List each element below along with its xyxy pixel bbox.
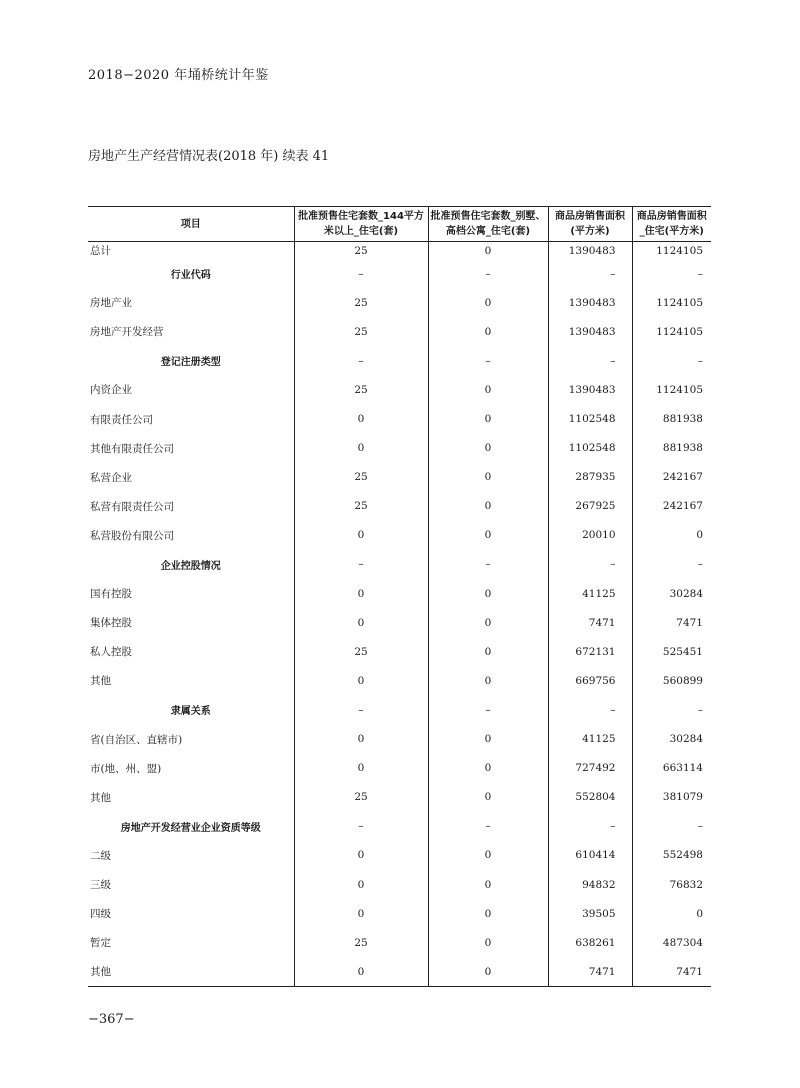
cell-value: – xyxy=(294,812,428,841)
table-row xyxy=(88,375,711,404)
cell-value: – xyxy=(632,695,711,724)
cell-value: 7471 xyxy=(548,608,632,637)
row-label: 内资企业 xyxy=(90,384,132,397)
cell-value: 0 xyxy=(428,242,548,260)
table-row xyxy=(88,288,711,317)
row-label: 暂定 xyxy=(90,937,111,950)
table-row xyxy=(88,783,711,812)
table-row xyxy=(88,404,711,433)
cell-value: 0 xyxy=(428,288,548,317)
row-label: 私营有限责任公司 xyxy=(90,500,174,513)
table-row xyxy=(88,521,711,550)
table-row xyxy=(88,754,711,783)
table-row xyxy=(88,957,711,987)
row-label: 其他有限责任公司 xyxy=(90,442,174,455)
cell-value: 0 xyxy=(294,841,428,870)
cell-value: 1102548 xyxy=(548,404,632,433)
row-label: 房地产开发经营 xyxy=(90,326,164,339)
cell-value: – xyxy=(548,812,632,841)
cell-value: 30284 xyxy=(632,725,711,754)
cell-value: 525451 xyxy=(632,637,711,666)
cell-value: 41125 xyxy=(548,725,632,754)
table-row xyxy=(88,434,711,463)
cell-value: 25 xyxy=(294,288,428,317)
cell-value: 20010 xyxy=(548,521,632,550)
cell-value: 287935 xyxy=(548,463,632,492)
cell-value: – xyxy=(632,812,711,841)
cell-value: 0 xyxy=(294,725,428,754)
cell-value: – xyxy=(548,550,632,579)
cell-value: 560899 xyxy=(632,666,711,695)
table-row xyxy=(88,870,711,899)
cell-value: – xyxy=(428,550,548,579)
cell-value: 94832 xyxy=(548,870,632,899)
column-header-presale-villa: 批准预售住宅套数_别墅、高档公寓_住宅(套) xyxy=(428,207,548,242)
cell-value: 25 xyxy=(294,317,428,346)
column-header-sales-area-residential: 商品房销售面积_住宅(平方米) xyxy=(632,207,711,242)
statistics-table xyxy=(88,206,711,987)
cell-value: 0 xyxy=(428,637,548,666)
cell-value: – xyxy=(428,346,548,375)
cell-value: – xyxy=(632,550,711,579)
cell-value: 0 xyxy=(428,725,548,754)
cell-value: 663114 xyxy=(632,754,711,783)
cell-value: 0 xyxy=(428,608,548,637)
cell-value: – xyxy=(294,550,428,579)
cell-value: 1124105 xyxy=(632,242,711,260)
row-label: 隶属关系 xyxy=(170,706,211,718)
row-label: 二级 xyxy=(90,849,111,862)
cell-value: – xyxy=(294,259,428,288)
cell-value: 41125 xyxy=(548,579,632,608)
table-row xyxy=(88,666,711,695)
cell-value: 0 xyxy=(428,754,548,783)
section-row xyxy=(88,695,711,724)
cell-value: 610414 xyxy=(548,841,632,870)
cell-value: 0 xyxy=(428,841,548,870)
row-label: 有限责任公司 xyxy=(90,413,153,426)
cell-value: 0 xyxy=(294,957,428,987)
cell-value: 381079 xyxy=(632,783,711,812)
running-head: 2018−2020 年埇桥统计年鉴 xyxy=(88,68,269,83)
table-header-row xyxy=(88,207,711,242)
cell-value: 1390483 xyxy=(548,242,632,260)
section-row xyxy=(88,812,711,841)
cell-value: 0 xyxy=(428,317,548,346)
cell-value: 0 xyxy=(632,521,711,550)
table-row xyxy=(88,242,711,260)
column-header-item: 项目 xyxy=(88,207,294,242)
table-row xyxy=(88,899,711,928)
cell-value: 0 xyxy=(428,870,548,899)
cell-value: 7471 xyxy=(632,957,711,987)
cell-value: – xyxy=(428,812,548,841)
cell-value: 0 xyxy=(294,434,428,463)
cell-value: 0 xyxy=(294,870,428,899)
cell-value: – xyxy=(428,259,548,288)
cell-value: 0 xyxy=(428,521,548,550)
cell-value: 25 xyxy=(294,637,428,666)
table-row xyxy=(88,637,711,666)
cell-value: 669756 xyxy=(548,666,632,695)
cell-value: 0 xyxy=(428,463,548,492)
cell-value: 1390483 xyxy=(548,375,632,404)
cell-value: 39505 xyxy=(548,899,632,928)
cell-value: 0 xyxy=(428,899,548,928)
cell-value: 0 xyxy=(428,579,548,608)
cell-value: 0 xyxy=(294,579,428,608)
cell-value: – xyxy=(632,346,711,375)
cell-value: 1124105 xyxy=(632,375,711,404)
row-label: 登记注册类型 xyxy=(160,357,221,369)
row-label: 市(地、州、盟) xyxy=(90,762,162,775)
row-label: 私人控股 xyxy=(90,646,132,659)
row-label: 行业代码 xyxy=(170,270,211,282)
table-row xyxy=(88,928,711,957)
cell-value: 0 xyxy=(428,404,548,433)
column-header-sales-area: 商品房销售面积(平方米) xyxy=(548,207,632,242)
row-label: 国有控股 xyxy=(90,588,132,601)
cell-value: 552804 xyxy=(548,783,632,812)
cell-value: 0 xyxy=(428,957,548,987)
cell-value: 487304 xyxy=(632,928,711,957)
row-label: 三级 xyxy=(90,879,111,892)
table-row xyxy=(88,579,711,608)
table-row xyxy=(88,841,711,870)
cell-value: 25 xyxy=(294,463,428,492)
row-label: 房地产业 xyxy=(90,297,132,310)
cell-value: – xyxy=(428,695,548,724)
column-header-presale-144: 批准预售住宅套数_144平方米以上_住宅(套) xyxy=(294,207,428,242)
row-label: 其他 xyxy=(90,791,111,804)
cell-value: 242167 xyxy=(632,463,711,492)
cell-value: 0 xyxy=(428,783,548,812)
cell-value: 0 xyxy=(294,754,428,783)
cell-value: 7471 xyxy=(632,608,711,637)
cell-value: 1390483 xyxy=(548,317,632,346)
section-row xyxy=(88,346,711,375)
table-row xyxy=(88,608,711,637)
row-label: 房地产开发经营业企业资质等级 xyxy=(120,822,261,834)
cell-value: 0 xyxy=(428,492,548,521)
row-label: 总计 xyxy=(90,245,111,257)
cell-value: 881938 xyxy=(632,404,711,433)
cell-value: 25 xyxy=(294,783,428,812)
cell-value: 0 xyxy=(428,434,548,463)
row-label: 其他 xyxy=(90,966,111,979)
cell-value: 25 xyxy=(294,242,428,260)
cell-value: 242167 xyxy=(632,492,711,521)
row-label: 私营企业 xyxy=(90,471,132,484)
cell-value: 0 xyxy=(428,375,548,404)
table-row xyxy=(88,492,711,521)
cell-value: 0 xyxy=(294,404,428,433)
table-row xyxy=(88,463,711,492)
cell-value: 552498 xyxy=(632,841,711,870)
cell-value: 672131 xyxy=(548,637,632,666)
cell-value: 1124105 xyxy=(632,317,711,346)
cell-value: 30284 xyxy=(632,579,711,608)
cell-value: 7471 xyxy=(548,957,632,987)
cell-value: 1102548 xyxy=(548,434,632,463)
cell-value: 1390483 xyxy=(548,288,632,317)
cell-value: – xyxy=(294,695,428,724)
cell-value: 76832 xyxy=(632,870,711,899)
cell-value: 638261 xyxy=(548,928,632,957)
page-number: −367− xyxy=(88,1012,135,1027)
cell-value: 25 xyxy=(294,375,428,404)
cell-value: 727492 xyxy=(548,754,632,783)
section-row xyxy=(88,550,711,579)
cell-value: 25 xyxy=(294,492,428,521)
table-row xyxy=(88,317,711,346)
cell-value: 0 xyxy=(428,928,548,957)
row-label: 其他 xyxy=(90,675,111,688)
cell-value: – xyxy=(548,259,632,288)
cell-value: 0 xyxy=(428,666,548,695)
cell-value: – xyxy=(632,259,711,288)
cell-value: 0 xyxy=(632,899,711,928)
cell-value: – xyxy=(294,346,428,375)
cell-value: 0 xyxy=(294,608,428,637)
row-label: 省(自治区、直辖市) xyxy=(90,733,183,746)
table-row xyxy=(88,725,711,754)
cell-value: 0 xyxy=(294,899,428,928)
row-label: 私营股份有限公司 xyxy=(90,529,174,542)
cell-value: – xyxy=(548,695,632,724)
table-body xyxy=(88,242,711,987)
cell-value: 0 xyxy=(294,521,428,550)
table-title: 房地产生产经营情况表(2018 年) 续表 41 xyxy=(88,149,330,164)
row-label: 企业控股情况 xyxy=(160,560,221,572)
row-label: 集体控股 xyxy=(90,617,132,630)
cell-value: 25 xyxy=(294,928,428,957)
cell-value: 1124105 xyxy=(632,288,711,317)
section-row xyxy=(88,259,711,288)
cell-value: 0 xyxy=(294,666,428,695)
cell-value: 881938 xyxy=(632,434,711,463)
cell-value: – xyxy=(548,346,632,375)
cell-value: 267925 xyxy=(548,492,632,521)
row-label: 四级 xyxy=(90,908,111,921)
